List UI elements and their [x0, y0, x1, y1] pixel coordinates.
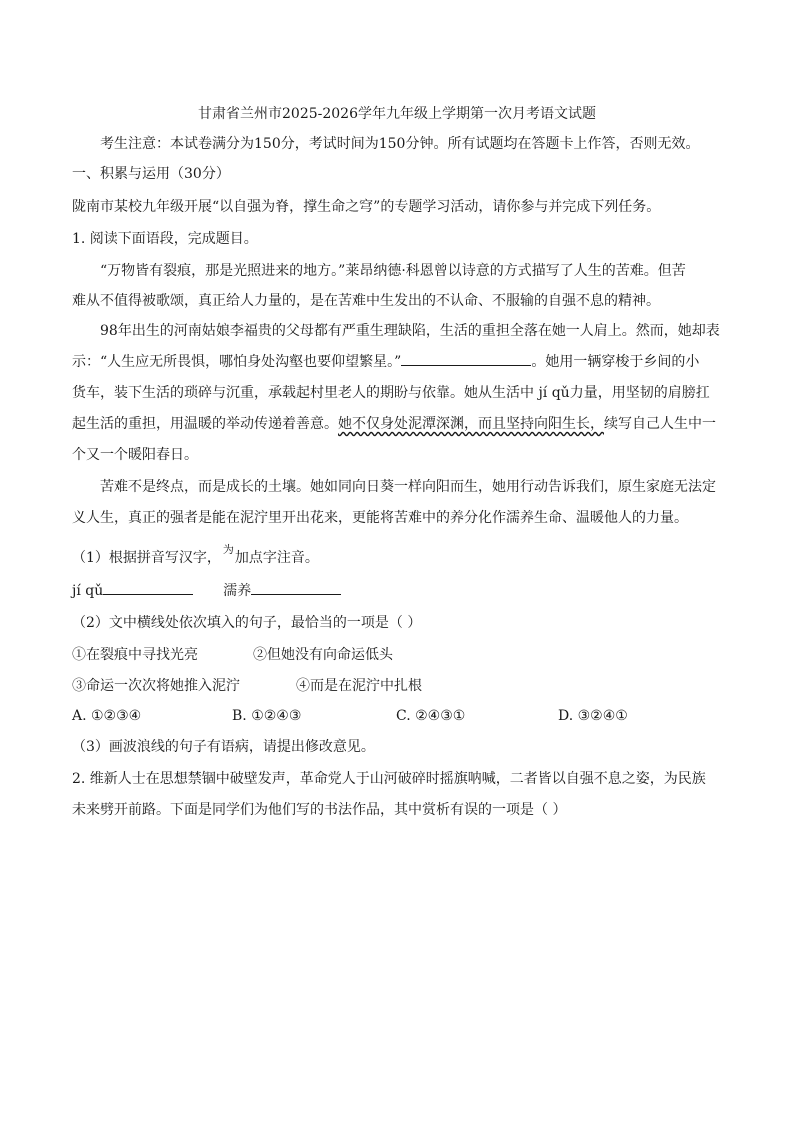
passage-line: 98年出生的河南姑娘李福贵的父母都有严重生理缺陷，生活的重担全落在她一人肩上。然而，她却表 — [100, 323, 720, 339]
exam-notice: 考生注意：本试卷满分为150分，考试时间为150分钟。所有试题均在答题卡上作答，否则无效。 — [100, 136, 700, 152]
sentence-option-1: ①在裂痕中寻找光亮 — [72, 647, 198, 663]
choice-d[interactable]: D. ③②④① — [558, 708, 628, 724]
passage-line: 苦难不是终点，而是成长的土壤。她如同向日葵一样向阳而生，她用行动告诉我们，原生家庭无法定 — [100, 479, 716, 495]
answer-row — [72, 580, 722, 602]
passage-line: 义人生，真正的强者是能在泥泞里开出花来，更能将苦难中的养分化作濡养生命、温暖他人的力量。 — [72, 510, 688, 526]
choice-b[interactable]: B. ①②④③ — [232, 708, 302, 724]
fill-blank-line[interactable] — [401, 351, 531, 366]
marker-char: 为 — [222, 543, 234, 556]
pinyin-answer-blank[interactable] — [103, 580, 193, 595]
sub-question-1 — [72, 543, 722, 569]
choice-c[interactable]: C. ②④③① — [396, 708, 466, 724]
passage-text: 起生活的重担，用温暖的举动传递着善意。 — [72, 416, 338, 432]
word-label: 濡养 — [223, 583, 252, 599]
word-answer-blank[interactable] — [251, 580, 341, 595]
question-2-line: 2. 维新人士在思想禁锢中破壁发声，革命党人于山河破碎时摇旗呐喊，二者皆以自强不息之姿，为民族 — [72, 771, 706, 787]
passage-line: 难从不值得被歌颂，真正给人力量的，是在苦难中生发出的不认命、不服输的自强不息的精神。 — [72, 293, 660, 309]
question-2-line: 未来劈开前路。下面是同学们为他们写的书法作品，其中赏析有误的一项是（ ） — [72, 802, 567, 818]
passage-text: 示：“人生应无所畏惧，哪怕身处沟壑也要仰望繁星。” — [72, 354, 402, 370]
page-title: 甘肃省兰州市2025-2026学年九年级上学期第一次月考语文试题 — [198, 106, 596, 122]
passage-line: 货车，装下生活的琐碎与沉重，承载起村里老人的期盼与依靠。她从生活中 jí qǔ力量，用坚韧的肩膀扛 — [72, 385, 710, 401]
sub-question-2: （2）文中横线处依次填入的句子，最恰当的一项是（ ） — [72, 615, 422, 631]
sentence-option-2: ②但她没有向命运低头 — [253, 647, 393, 663]
sub-question-text: （1）根据拼音写汉字， — [72, 550, 221, 566]
sub-question-text: 加点字注音。 — [234, 550, 319, 566]
activity-intro: 陇南市某校九年级开展“以自强为脊，撑生命之穹”的专题学习活动，请你参与并完成下列任务。 — [72, 199, 661, 215]
wavy-underlined-sentence: 她不仅身处泥潭深渊，而且坚持向阳生长， — [338, 416, 604, 432]
passage-line — [72, 351, 722, 373]
sentence-option-4: ④而是在泥泞中扎根 — [296, 678, 422, 694]
choice-a[interactable]: A. ①②③④ — [72, 708, 142, 724]
question-1-stem: 1. 阅读下面语段，完成题目。 — [72, 231, 258, 247]
passage-line: 个又一个暖阳春日。 — [72, 447, 198, 463]
dotted-char-marker — [221, 543, 235, 569]
sentence-option-3: ③命运一次次将她推入泥泞 — [72, 678, 240, 694]
sub-question-3: （3）画波浪线的句子有语病，请提出修改意见。 — [72, 739, 375, 755]
pinyin-label: jí qǔ — [72, 583, 104, 599]
passage-line: “万物皆有裂痕，那是光照进来的地方。”莱昂纳德·科恩曾以诗意的方式描写了人生的苦难。但苦 — [100, 263, 686, 279]
section-heading: 一、积累与运用（30分） — [72, 166, 230, 182]
passage-text: 续写自己人生中一 — [604, 416, 716, 432]
passage-line — [72, 413, 722, 435]
passage-text: 。她用一辆穿梭于乡间的小 — [531, 354, 700, 370]
